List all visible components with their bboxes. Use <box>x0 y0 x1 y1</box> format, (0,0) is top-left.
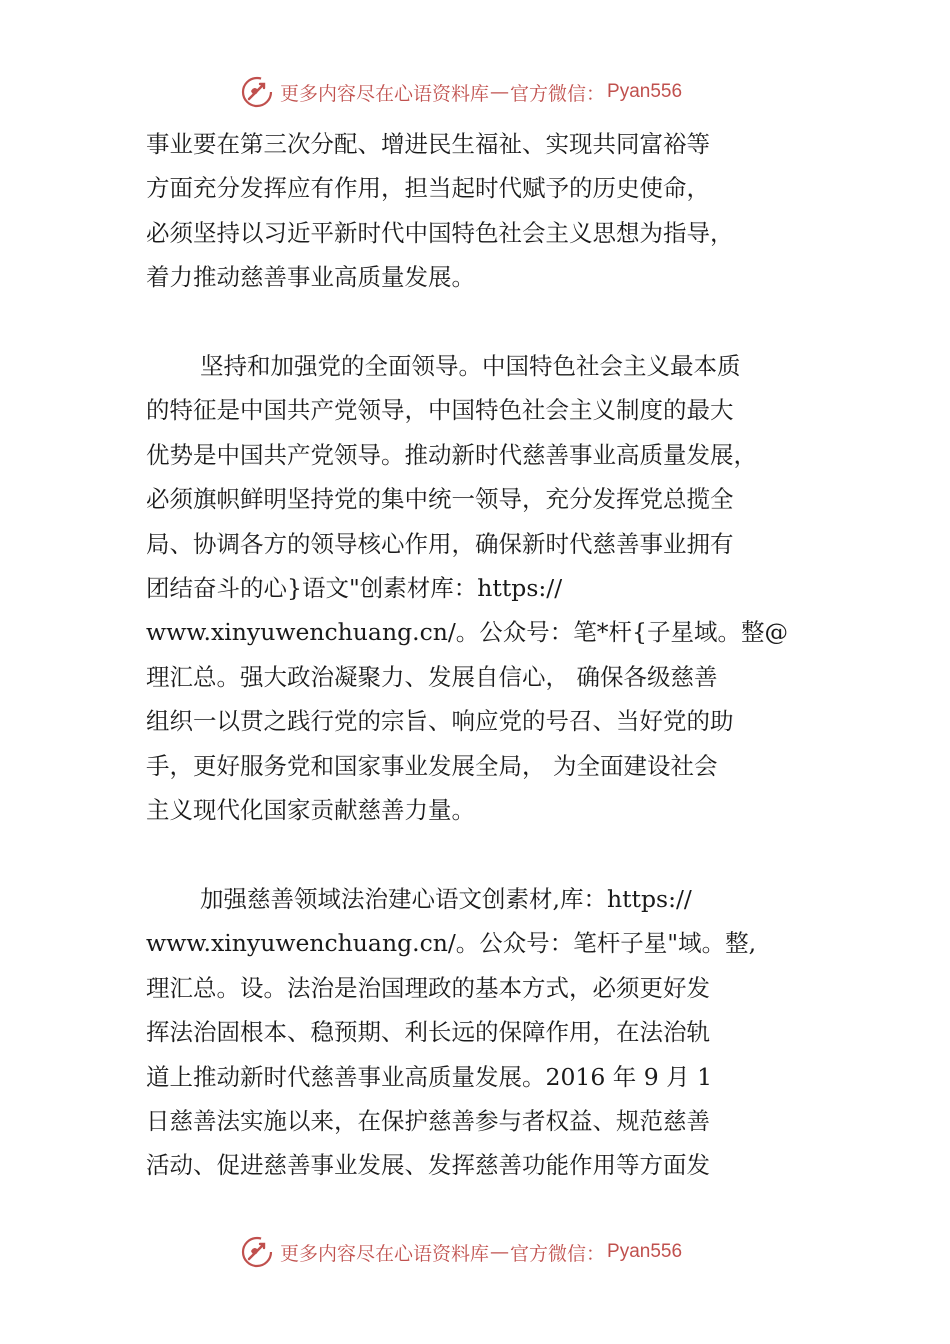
banner-separator: — <box>490 81 510 103</box>
text-line: 手，更好服务党和国家事业发展全局， 为全面建设社会 <box>146 751 718 780</box>
brand-logo-icon <box>240 75 274 109</box>
text-line: 着力推动慈善事业高质量发展。 <box>146 263 475 292</box>
paragraph-gap <box>146 300 816 344</box>
banner-contact: 官方微信： <box>510 82 606 105</box>
text-line: 的特征是中国共产党领导，中国特色社会主义制度的最大 <box>146 396 734 425</box>
banner-wechat-id: Pyan556 <box>607 81 683 102</box>
banner-text: 更多内容尽在心语资料库 <box>280 82 490 105</box>
banner-wechat-id: Pyan556 <box>607 1241 683 1262</box>
text-line: 方面充分发挥应有作用，担当起时代赋予的历史使命， <box>146 174 710 203</box>
banner-contact: 官方微信： <box>510 1242 606 1265</box>
brand-logo-icon <box>240 1235 274 1269</box>
text-line: 活动、促进慈善事业发展、发挥慈善功能作用等方面发 <box>146 1151 710 1180</box>
text-line: 道上推动新时代慈善事业高质量发展。2016 年 9 月 1 <box>146 1062 713 1091</box>
text-line: www.xinyuwenchuang.cn/。公众号：笔*杆{子星域。整@ <box>146 618 789 647</box>
header-banner <box>240 72 720 112</box>
text-line: 必须旗帜鲜明坚持党的集中统一领导，充分发挥党总揽全 <box>146 485 734 514</box>
text-line: 理汇总。设。法治是治国理政的基本方式，必须更好发 <box>146 973 710 1002</box>
text-line: 优势是中国共产党领导。推动新时代慈善事业高质量发展， <box>146 440 757 469</box>
text-line: 加强慈善领域法治建心语文创素材,库：https:// <box>200 884 692 913</box>
text-line: 局、协调各方的领导核心作用，确保新时代慈善事业拥有 <box>146 529 734 558</box>
text-line: 坚持和加强党的全面领导。中国特色社会主义最本质 <box>200 352 741 381</box>
footer-banner <box>240 1232 720 1272</box>
text-line: 理汇总。强大政治凝聚力、发展自信心， 确保各级慈善 <box>146 662 718 691</box>
document-body <box>146 122 816 1188</box>
text-line: 事业要在第三次分配、增进民生福祉、实现共同富裕等 <box>146 130 710 158</box>
text-line: www.xinyuwenchuang.cn/。公众号：笔杆子星"域。整, <box>146 929 757 958</box>
banner-text: 更多内容尽在心语资料库 <box>280 1242 490 1265</box>
text-line: 挥法治固根本、稳预期、利长远的保障作用，在法治轨 <box>146 1018 710 1047</box>
paragraph-gap <box>146 832 816 876</box>
banner-separator: — <box>490 1241 510 1263</box>
text-line: 日慈善法实施以来，在保护慈善参与者权益、规范慈善 <box>146 1106 710 1135</box>
text-line: 团结奋斗的心}语文"创素材库：https:// <box>146 574 563 603</box>
text-line: 必须坚持以习近平新时代中国特色社会主义思想为指导， <box>146 218 734 247</box>
text-line: 主义现代化国家贡献慈善力量。 <box>146 796 475 825</box>
text-line: 组织一以贯之践行党的宗旨、响应党的号召、当好党的助 <box>146 707 734 736</box>
